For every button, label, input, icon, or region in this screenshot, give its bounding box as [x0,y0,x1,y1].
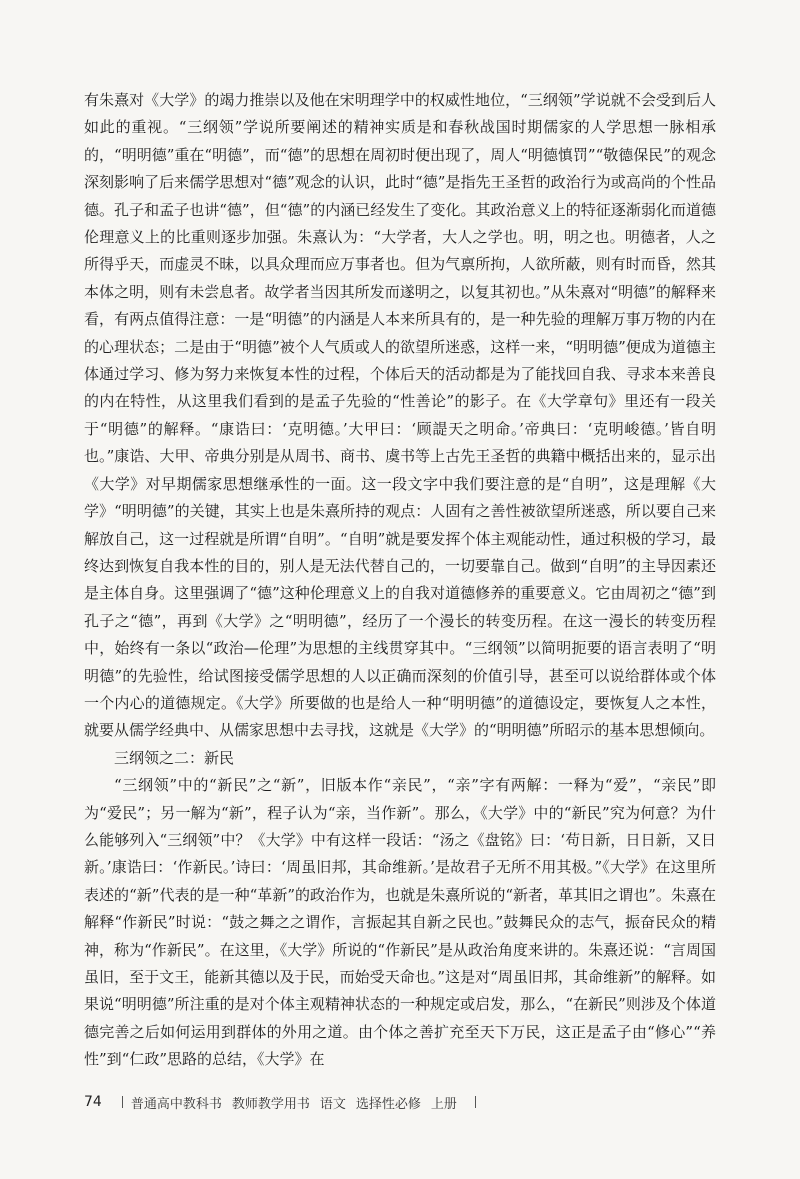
footer-series: 普通高中教科书 [130,1096,222,1112]
section-heading: 三纲领之二：新民 [114,748,235,767]
footer-divider-end [475,1096,476,1108]
page-number: 74 [84,1094,102,1110]
paragraph-main-2: “三纲领”中的“新民”之“新”，旧版本作“亲民”，“亲”字有两解：一释为“爱”，“亲民”即为“爱民”；另一解为“新”，程子认为“亲，当作新”。那么，《大学》中的“新民”究为何意？为什么能够列入“三纲领”中？《大学》中有这样一段话：“汤之《盘铭》曰：‘苟日新，日日新，又日新。’康诰曰：‘作新民。’诗曰：‘周虽旧邦，其命维新。’是故君子无所不用其极。”《大学》在这里所表述的“新”代表的是一种“革新”的政治作为，也就是朱熹所说的“新者，革其旧之谓也”。朱熹在解释“作新民”时说：“鼓之舞之之谓作，言振起其自新之民也。”鼓舞民众的志气，振奋民众的精神，称为“作新民”。在这里，《大学》所说的“作新民”是从政治角度来讲的。朱熹还说：“言周国虽旧，至于文王，能新其德以及于民，而始受天命也。”这是对“周虽旧邦，其命维新”的解释。如果说“明明德”所注重的是对个体主观精神状态的一种规定或启发，那么，“在新民”则涉及个体道德完善之后如何运用到群体的外用之道。由个体之善扩充至天下万民，这正是孟子由“修心”“养性”到“仁政”思路的总结，《大学》在 [84,776,716,1069]
footer-part: 上册 [430,1096,457,1112]
body-text [84,87,716,1074]
page-footer [84,1090,716,1114]
paragraph-main-1: 有朱熹对《大学》的竭力推崇以及他在宋明理学中的权威性地位，“三纲领”学说就不会受到后人如此的重视。“三纲领”学说所要阐述的精神实质是和春秋战国时期儒家的人学思想一脉相承的，“明明德”重在“明德”，而“德”的思想在周初时便出现了，周人“明德慎罚”“敬德保民”的观念深刻影响了后来儒学思想对“德”观念的认识，此时“德”是指先王圣哲的政治行为或高尚的个性品德。孔子和孟子也讲“德”，但“德”的内涵已经发生了变化。其政治意义上的特征逐渐弱化而道德伦理意义上的比重则逐步加强。朱熹认为：“大学者，大人之学也。明，明之也。明德者，人之所得乎天，而虚灵不昧，以具众理而应万事者也。但为气禀所拘，人欲所蔽，则有时而昏，然其本体之明，则有未尝息者。故学者当因其所发而遂明之，以复其初也。”从朱熹对“明德”的解释来看，有两点值得注意：一是“明德”的内涵是人本来所具有的，是一种先验的理解万事万物的内在的心理状态；二是由于“明德”被个人气质或人的欲望所迷惑，这样一来，“明明德”便成为道德主体通过学习、修为努力来恢复本性的过程，个体后天的活动都是为了能找回自我、寻求本来善良的内在特性，从这里我们看到的是孟子先验的“性善论”的影子。在《大学章句》里还有一段关于“明德”的解释。“康诰曰：‘克明德。’大甲曰：‘顾諟天之明命。’帝典曰：‘克明峻德。’皆自明也。”康诰、大甲、帝典分别是从周书、商书、虞书等上古先王圣哲的典籍中概括出来的，显示出《大学》对早期儒家思想继承性的一面。这一段文字中我们要注意的是“自明”，这是理解《大学》“明明德”的关键，其实上也是朱熹所持的观点：人固有之善性被欲望所迷惑，所以要自己来解放自己，这一过程就是所谓“自明”。“自明”就是要发挥个体主观能动性，通过积极的学习，最终达到恢复自我本性的目的，别人是无法代替自己的，一切要靠自己。做到“自明”的主导因素还是主体自身。这里强调了“德”这种伦理意义上的自我对道德修养的重要意义。它由周初之“德”到孔子之“德”，再到《大学》之“明明德”，经历了一个漫长的转变历程。在这一漫长的转变历程中，始终有一条以“政治—伦理”为思想的主线贯穿其中。“三纲领”以简明扼要的语言表明了“明明德”的先验性，给试图接受儒学思想的人以正确而深刻的价值引导，甚至可以说给群体或个体一个内心的道德规定。《大学》所要做的也是给人一种“明明德”的道德设定，要恢复人之本性，就要从儒学经典中、从儒家思想中去寻找，这就是《大学》的“明明德”所昭示的基本思想倾向。 [84,91,716,740]
footer-volume: 选择性必修 [355,1096,421,1112]
footer-divider [122,1096,123,1108]
footer-book-type: 教师教学用书 [231,1096,310,1112]
footer-subject: 语文 [319,1096,346,1112]
